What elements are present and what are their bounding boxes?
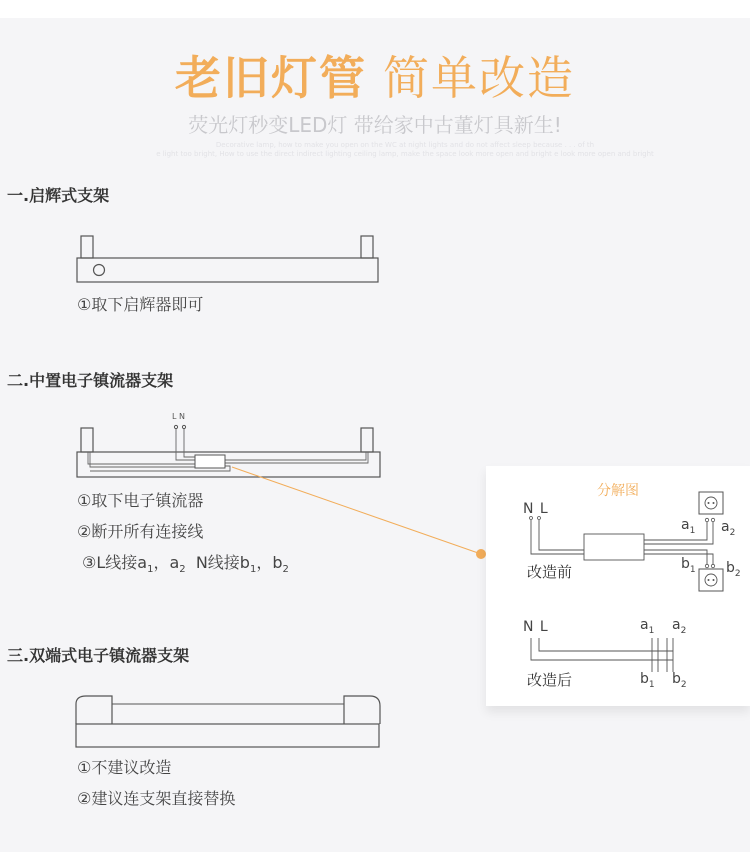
exploded-wiring: [486, 466, 750, 706]
title-bold: 老旧灯管: [175, 51, 367, 105]
title-light: 简单改造: [383, 51, 575, 105]
wire-label-ln: L N: [172, 412, 185, 421]
section2-step-3: ③L线接$a_1$，$a_2$ N线接$b_1$，$b_2$: [82, 553, 289, 576]
section3-step-1: ①不建议改造: [77, 758, 172, 777]
before-nl-label: N L: [523, 501, 549, 517]
section2-title: 二.中置电子镇流器支架: [7, 371, 174, 390]
double-ended-fixture-diagram: [70, 690, 390, 750]
fixture-body: [76, 724, 379, 747]
after-b2-label: $b_2$: [672, 671, 687, 690]
section1-step-1: ①取下启辉器即可: [77, 295, 204, 314]
section3-title: 三.双端式电子镇流器支架: [7, 646, 190, 665]
socket-bottom-icon: [699, 569, 723, 591]
before-b1-label: $b_1$: [681, 556, 696, 575]
after-a2-label: $a_2$: [672, 617, 687, 636]
callout-connector: [232, 467, 481, 554]
english-line-2: e light too bright, How to use the direct indirect lighting ceiling lamp, make the space look more open and bright e look more open and bright: [156, 150, 654, 158]
section1-title: 一.启辉式支架: [7, 186, 110, 205]
after-label: 改造后: [527, 671, 573, 689]
after-nl-label: N L: [523, 619, 549, 635]
english-line-1: Decorative lamp, how to make you open on the WC at night lights and do not affect sleep because . . . of th: [215, 141, 595, 149]
after-a1-label: $a_1$: [640, 617, 655, 636]
exploded-view-card: [486, 466, 750, 706]
before-b2-label: $b_2$: [726, 560, 741, 579]
before-wires: [531, 520, 713, 564]
right-endcap: [344, 696, 380, 724]
before-a1-label: $a_1$: [681, 517, 696, 536]
before-a2-label: $a_2$: [721, 519, 736, 538]
socket-top-icon: [699, 492, 723, 514]
callout-dot: [476, 549, 486, 559]
section2-step-2: ②断开所有连接线: [77, 522, 204, 541]
page-subtitle: 荧光灯秒变LED灯 带给家中古董灯具新生!: [188, 113, 562, 137]
section2-step-1: ①取下电子镇流器: [77, 491, 204, 510]
after-wires: [531, 638, 673, 672]
left-endcap: [76, 696, 112, 724]
exploded-view-title: 分解图: [597, 483, 639, 499]
before-label: 改造前: [527, 563, 573, 581]
after-b1-label: $b_1$: [640, 671, 655, 690]
section3-step-2: ②建议连支架直接替换: [77, 789, 236, 808]
